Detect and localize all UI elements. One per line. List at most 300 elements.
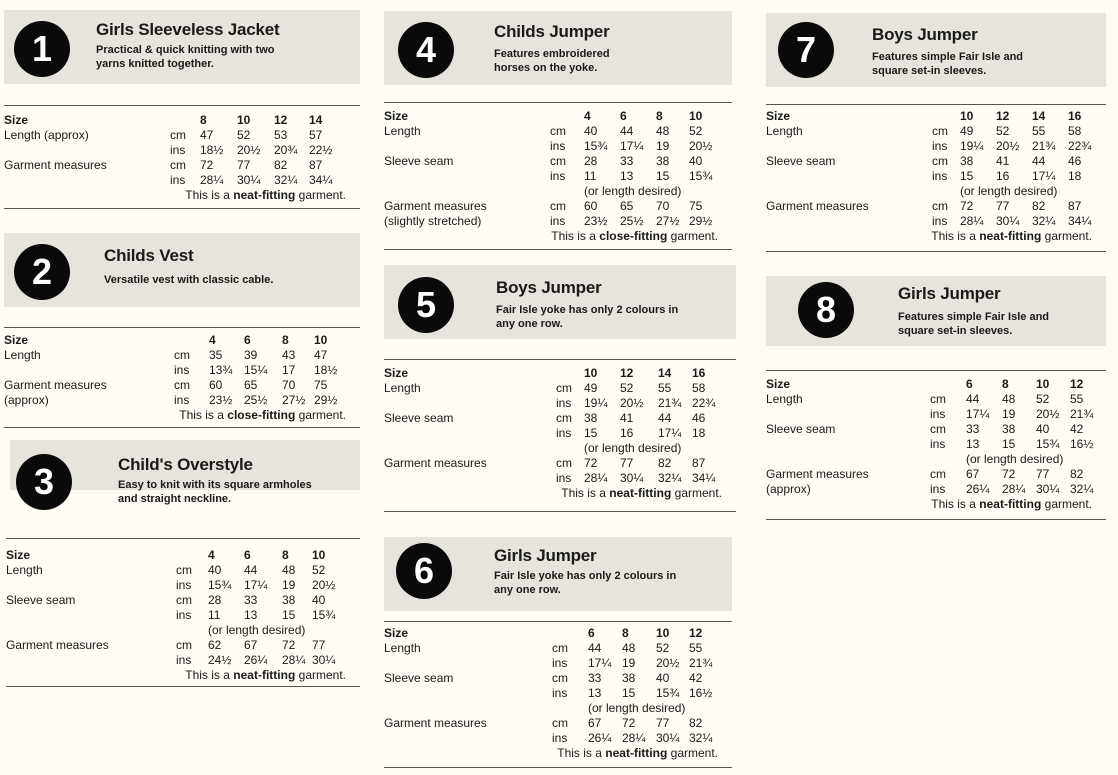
pattern-title: Girls Sleeveless Jacket xyxy=(96,20,280,39)
pattern-title: Childs Vest xyxy=(104,246,194,265)
measurement-row xyxy=(384,426,736,441)
fit-note-row xyxy=(384,229,732,244)
measurement-label: Garment measures xyxy=(6,638,109,652)
measurement-value: 26¼ xyxy=(966,482,990,496)
pattern-title: Child's Overstyle xyxy=(118,455,253,474)
unit-label: cm xyxy=(930,467,946,481)
measurement-value: 40 xyxy=(1036,422,1050,436)
measurement-value: 40 xyxy=(656,671,670,685)
measurement-value: 13 xyxy=(966,437,980,451)
pattern-card-1 xyxy=(4,10,360,210)
measurement-value: 28¼ xyxy=(622,731,646,745)
fit-prefix: This is a xyxy=(185,668,230,682)
pattern-card-7 xyxy=(766,13,1106,253)
measurement-value: 87 xyxy=(692,456,706,470)
measurement-value: 40 xyxy=(689,154,703,168)
measurement-row xyxy=(766,139,1106,154)
measurement-value: 13 xyxy=(620,169,634,183)
unit-label: ins xyxy=(550,214,566,228)
unit-label: ins xyxy=(176,608,192,622)
measurement-row xyxy=(384,411,736,426)
measurement-row xyxy=(384,731,732,746)
unit-label: cm xyxy=(552,716,568,730)
measurement-value: 41 xyxy=(620,411,634,425)
measurement-value: 60 xyxy=(584,199,598,213)
measurement-value: 52 xyxy=(656,641,670,655)
size-value: 8 xyxy=(282,548,289,562)
measurement-label: Length xyxy=(766,392,803,406)
measurement-value: 34¼ xyxy=(1068,214,1092,228)
table-bottom-rule xyxy=(766,519,1106,520)
measurement-value: 70 xyxy=(282,378,296,392)
unit-label: cm xyxy=(550,154,566,168)
size-header-row xyxy=(384,626,732,641)
size-value: 16 xyxy=(1068,109,1082,123)
measurement-value: 25½ xyxy=(620,214,644,228)
size-value: 12 xyxy=(620,366,634,380)
table-top-rule xyxy=(384,359,736,360)
measurement-value: 15 xyxy=(584,426,598,440)
unit-label: ins xyxy=(930,482,946,496)
measurement-value: 33 xyxy=(966,422,980,436)
table-top-rule xyxy=(766,104,1106,105)
measurement-value: 34¼ xyxy=(309,173,333,187)
size-value: 8 xyxy=(282,333,289,347)
fit-type: close-fitting xyxy=(227,408,296,422)
size-table xyxy=(766,109,1106,244)
measurement-value: 32¼ xyxy=(689,731,713,745)
measurement-row xyxy=(766,392,1106,407)
measurement-value: 32¼ xyxy=(658,471,682,485)
unit-label: ins xyxy=(932,139,948,153)
measurement-label: Length xyxy=(4,348,41,362)
size-value: 6 xyxy=(588,626,595,640)
measurement-row xyxy=(766,437,1106,452)
fit-note xyxy=(179,408,346,422)
unit-label: ins xyxy=(930,437,946,451)
measurement-row xyxy=(6,638,360,653)
measurement-row xyxy=(384,686,732,701)
measurement-row xyxy=(6,563,360,578)
measurement-value: 28¼ xyxy=(1002,482,1026,496)
unit-label: cm xyxy=(930,422,946,436)
pattern-description: Easy to knit with its square armholes and straight neckline. xyxy=(118,479,312,505)
measurement-row xyxy=(384,199,732,214)
measurement-value: 21¾ xyxy=(1070,407,1094,421)
unit-label: cm xyxy=(170,128,186,142)
fit-note xyxy=(561,486,722,500)
size-table xyxy=(384,366,736,501)
measurement-value: 17¼ xyxy=(658,426,682,440)
measurement-label: Sleeve seam xyxy=(384,154,454,168)
measurement-value: 72 xyxy=(282,638,296,652)
measurement-value: 15¾ xyxy=(656,686,680,700)
measurement-row xyxy=(4,143,360,158)
measurement-label: Length (approx) xyxy=(4,128,89,142)
measurement-row xyxy=(766,407,1106,422)
size-table xyxy=(4,113,360,203)
unit-label: ins xyxy=(176,653,192,667)
size-label: Size xyxy=(766,109,791,123)
measurement-label: (slightly stretched) xyxy=(384,214,482,228)
fit-type: neat-fitting xyxy=(609,486,672,500)
measurement-value: 33 xyxy=(588,671,602,685)
fit-suffix: garment. xyxy=(298,668,346,682)
size-value: 4 xyxy=(209,333,216,347)
measurement-value: 72 xyxy=(1002,467,1016,481)
measurement-value: 44 xyxy=(588,641,602,655)
measurement-value: 17¼ xyxy=(588,656,612,670)
pattern-card-4 xyxy=(384,11,732,251)
length-note: (or length desired) xyxy=(584,184,682,198)
fit-note xyxy=(185,668,346,682)
measurement-row xyxy=(766,199,1106,214)
measurement-value: 15 xyxy=(282,608,296,622)
fit-note xyxy=(185,188,346,202)
unit-label: cm xyxy=(932,199,948,213)
fit-prefix: This is a xyxy=(551,229,596,243)
size-header-row xyxy=(4,333,360,348)
measurement-row xyxy=(384,456,736,471)
size-value: 10 xyxy=(314,333,328,347)
size-value: 10 xyxy=(312,548,326,562)
size-value: 6 xyxy=(244,333,251,347)
measurement-row xyxy=(384,124,732,139)
unit-label: ins xyxy=(932,214,948,228)
measurement-row xyxy=(384,381,736,396)
unit-label: cm xyxy=(176,638,192,652)
pattern-description: Features simple Fair Isle and square set-in sleeves. xyxy=(872,51,1024,77)
pattern-description: Versatile vest with classic cable. xyxy=(104,274,274,286)
measurement-row xyxy=(6,578,360,593)
measurement-value: 20½ xyxy=(689,139,713,153)
measurement-value: 77 xyxy=(312,638,326,652)
measurement-value: 20¾ xyxy=(274,143,298,157)
fit-type: neat-fitting xyxy=(979,229,1042,243)
measurement-value: 52 xyxy=(689,124,703,138)
fit-note xyxy=(557,746,718,760)
measurement-value: 27½ xyxy=(656,214,680,228)
measurement-row xyxy=(4,128,360,143)
measurement-value: 52 xyxy=(1036,392,1050,406)
measurement-value: 58 xyxy=(692,381,706,395)
measurement-value: 17 xyxy=(282,363,296,377)
size-value: 14 xyxy=(309,113,323,127)
measurement-row xyxy=(766,467,1106,482)
measurement-value: 28¼ xyxy=(200,173,224,187)
size-value: 4 xyxy=(584,109,591,123)
size-value: 10 xyxy=(237,113,251,127)
measurement-row xyxy=(6,608,360,623)
measurement-value: 15¾ xyxy=(312,608,336,622)
measurement-value: 18 xyxy=(1068,169,1082,183)
measurement-label: Garment measures xyxy=(4,158,107,172)
measurement-value: 30¼ xyxy=(1036,482,1060,496)
measurement-value: 42 xyxy=(689,671,703,685)
fit-prefix: This is a xyxy=(179,408,224,422)
measurement-value: 75 xyxy=(314,378,328,392)
unit-label: cm xyxy=(176,593,192,607)
measurement-value: 41 xyxy=(996,154,1010,168)
measurement-value: 62 xyxy=(208,638,222,652)
measurement-value: 11 xyxy=(208,608,221,622)
measurement-value: 34¼ xyxy=(692,471,716,485)
measurement-label: Garment measures xyxy=(766,467,869,481)
measurement-value: 39 xyxy=(244,348,258,362)
pattern-description: Features simple Fair Isle and square set-in sleeves. xyxy=(898,311,1050,337)
unit-label: cm xyxy=(174,348,190,362)
table-top-rule xyxy=(4,327,360,328)
measurement-value: 82 xyxy=(658,456,672,470)
size-label: Size xyxy=(4,333,29,347)
measurement-value: 44 xyxy=(620,124,634,138)
fit-note-row xyxy=(384,746,732,761)
measurement-value: 55 xyxy=(658,381,672,395)
measurement-label: Length xyxy=(384,381,421,395)
measurement-value: 52 xyxy=(996,124,1010,138)
pattern-card-6 xyxy=(384,537,732,772)
measurement-value: 53 xyxy=(274,128,288,142)
measurement-value: 49 xyxy=(584,381,598,395)
measurement-value: 67 xyxy=(588,716,602,730)
measurement-value: 16½ xyxy=(1070,437,1094,451)
measurement-value: 40 xyxy=(312,593,326,607)
size-value: 4 xyxy=(208,548,215,562)
measurement-value: 48 xyxy=(282,563,296,577)
unit-label: cm xyxy=(552,641,568,655)
measurement-label: (approx) xyxy=(766,482,811,496)
measurement-value: 46 xyxy=(1068,154,1082,168)
measurement-row xyxy=(766,452,1106,467)
fit-prefix: This is a xyxy=(931,229,976,243)
table-top-rule xyxy=(766,370,1106,371)
size-table xyxy=(384,109,732,244)
measurement-value: 18½ xyxy=(314,363,338,377)
measurement-value: 72 xyxy=(622,716,636,730)
fit-type: close-fitting xyxy=(599,229,668,243)
size-value: 14 xyxy=(658,366,672,380)
measurement-value: 77 xyxy=(620,456,634,470)
fit-type: neat-fitting xyxy=(233,668,296,682)
measurement-value: 20½ xyxy=(656,656,680,670)
size-value: 6 xyxy=(620,109,627,123)
fit-suffix: garment. xyxy=(298,188,346,202)
fit-note-row xyxy=(766,229,1106,244)
measurement-value: 20½ xyxy=(1036,407,1060,421)
measurement-row xyxy=(384,169,732,184)
measurement-value: 32¼ xyxy=(274,173,298,187)
unit-label: cm xyxy=(556,381,572,395)
measurement-row xyxy=(766,422,1106,437)
measurement-value: 28 xyxy=(208,593,222,607)
measurement-value: 22¾ xyxy=(1068,139,1092,153)
table-top-rule xyxy=(384,621,732,622)
pattern-number-badge: 3 xyxy=(16,454,72,510)
size-label: Size xyxy=(6,548,31,562)
measurement-value: 30¼ xyxy=(996,214,1020,228)
pattern-number-badge: 4 xyxy=(398,22,454,78)
unit-label: ins xyxy=(174,363,190,377)
measurement-value: 87 xyxy=(1068,199,1082,213)
size-value: 6 xyxy=(244,548,251,562)
size-value: 12 xyxy=(689,626,703,640)
length-note: (or length desired) xyxy=(966,452,1064,466)
size-table xyxy=(6,548,360,683)
size-label: Size xyxy=(4,113,29,127)
measurement-value: 75 xyxy=(689,199,703,213)
size-value: 8 xyxy=(200,113,207,127)
unit-label: cm xyxy=(556,411,572,425)
pattern-card-2 xyxy=(4,233,360,428)
unit-label: ins xyxy=(930,407,946,421)
measurement-value: 17¼ xyxy=(1032,169,1056,183)
measurement-value: 38 xyxy=(1002,422,1016,436)
size-value: 6 xyxy=(966,377,973,391)
size-header-row xyxy=(766,377,1106,392)
size-value: 10 xyxy=(1036,377,1050,391)
measurement-value: 47 xyxy=(314,348,328,362)
fit-note-row xyxy=(6,668,360,683)
measurement-row xyxy=(4,348,360,363)
pattern-description: Features embroidered horses on the yoke. xyxy=(494,48,610,74)
measurement-value: 52 xyxy=(620,381,634,395)
measurement-value: 38 xyxy=(622,671,636,685)
size-table xyxy=(766,377,1106,512)
measurement-row xyxy=(766,184,1106,199)
measurement-value: 29½ xyxy=(314,393,338,407)
size-value: 16 xyxy=(692,366,706,380)
measurement-label: Length xyxy=(6,563,43,577)
unit-label: cm xyxy=(556,456,572,470)
unit-label: ins xyxy=(176,578,192,592)
measurement-label: Garment measures xyxy=(4,378,107,392)
measurement-value: 24½ xyxy=(208,653,232,667)
fit-note-row xyxy=(384,486,736,501)
fit-prefix: This is a xyxy=(931,497,976,511)
pattern-number-badge: 5 xyxy=(398,277,454,333)
pattern-number-badge: 6 xyxy=(396,543,452,599)
unit-label: cm xyxy=(930,392,946,406)
unit-label: ins xyxy=(550,139,566,153)
measurement-value: 65 xyxy=(244,378,258,392)
measurement-row xyxy=(384,396,736,411)
measurement-value: 72 xyxy=(960,199,974,213)
measurement-value: 16 xyxy=(996,169,1010,183)
measurement-value: 44 xyxy=(244,563,258,577)
table-top-rule xyxy=(384,102,732,103)
measurement-value: 48 xyxy=(622,641,636,655)
measurement-row xyxy=(384,656,732,671)
unit-label: ins xyxy=(174,393,190,407)
measurement-value: 28¼ xyxy=(960,214,984,228)
measurement-value: 77 xyxy=(1036,467,1050,481)
unit-label: cm xyxy=(932,154,948,168)
length-note: (or length desired) xyxy=(208,623,306,637)
unit-label: ins xyxy=(552,656,568,670)
measurement-value: 13 xyxy=(244,608,258,622)
measurement-value: 55 xyxy=(689,641,703,655)
fit-note-row xyxy=(4,188,360,203)
measurement-value: 48 xyxy=(1002,392,1016,406)
measurement-value: 30¼ xyxy=(620,471,644,485)
measurement-label: Garment measures xyxy=(384,456,487,470)
unit-label: ins xyxy=(556,471,572,485)
measurement-value: 40 xyxy=(584,124,598,138)
unit-label: cm xyxy=(174,378,190,392)
measurement-value: 57 xyxy=(309,128,323,142)
measurement-value: 44 xyxy=(1032,154,1046,168)
measurement-value: 20½ xyxy=(312,578,336,592)
fit-note xyxy=(931,497,1092,511)
measurement-value: 32¼ xyxy=(1070,482,1094,496)
pattern-description: Practical & quick knitting with two yarns knitted together. xyxy=(96,44,275,70)
measurement-label: Sleeve seam xyxy=(6,593,76,607)
pattern-title: Boys Jumper xyxy=(872,25,978,44)
measurement-row xyxy=(766,214,1106,229)
measurement-value: 21¾ xyxy=(689,656,713,670)
fit-suffix: garment. xyxy=(670,746,718,760)
measurement-value: 38 xyxy=(282,593,296,607)
pattern-description: Fair Isle yoke has only 2 colours in any one row. xyxy=(496,304,679,330)
measurement-label: Length xyxy=(384,124,421,138)
measurement-value: 55 xyxy=(1070,392,1084,406)
measurement-value: 20½ xyxy=(996,139,1020,153)
measurement-value: 77 xyxy=(237,158,251,172)
pattern-title: Girls Jumper xyxy=(898,284,1001,303)
size-header-row xyxy=(766,109,1106,124)
size-value: 12 xyxy=(274,113,288,127)
size-header-row xyxy=(384,109,732,124)
length-note: (or length desired) xyxy=(584,441,682,455)
unit-label: ins xyxy=(552,731,568,745)
fit-type: neat-fitting xyxy=(233,188,296,202)
measurement-value: 48 xyxy=(656,124,670,138)
size-value: 14 xyxy=(1032,109,1046,123)
size-value: 10 xyxy=(960,109,974,123)
measurement-value: 27½ xyxy=(282,393,306,407)
unit-label: ins xyxy=(170,173,186,187)
measurement-value: 15 xyxy=(622,686,636,700)
measurement-value: 15 xyxy=(1002,437,1016,451)
measurement-value: 22½ xyxy=(309,143,333,157)
measurement-value: 26¼ xyxy=(588,731,612,745)
fit-note xyxy=(551,229,718,243)
pattern-card-3 xyxy=(6,440,360,690)
size-label: Size xyxy=(766,377,791,391)
measurement-value: 15¾ xyxy=(1036,437,1060,451)
measurement-value: 60 xyxy=(209,378,223,392)
measurement-value: 11 xyxy=(584,169,597,183)
measurement-value: 82 xyxy=(1070,467,1084,481)
unit-label: cm xyxy=(170,158,186,172)
pattern-number-badge: 7 xyxy=(778,22,834,78)
measurement-value: 47 xyxy=(200,128,214,142)
measurement-value: 19 xyxy=(282,578,296,592)
unit-label: ins xyxy=(556,426,572,440)
size-value: 12 xyxy=(996,109,1010,123)
measurement-row xyxy=(766,124,1106,139)
measurement-value: 23½ xyxy=(209,393,233,407)
fit-note-row xyxy=(4,408,360,423)
measurement-value: 18 xyxy=(692,426,706,440)
unit-label: cm xyxy=(550,124,566,138)
pattern-card-5 xyxy=(384,265,736,515)
unit-label: cm xyxy=(552,671,568,685)
measurement-value: 16½ xyxy=(689,686,713,700)
measurement-label: Length xyxy=(384,641,421,655)
table-bottom-rule xyxy=(384,511,736,512)
measurement-value: 29½ xyxy=(689,214,713,228)
